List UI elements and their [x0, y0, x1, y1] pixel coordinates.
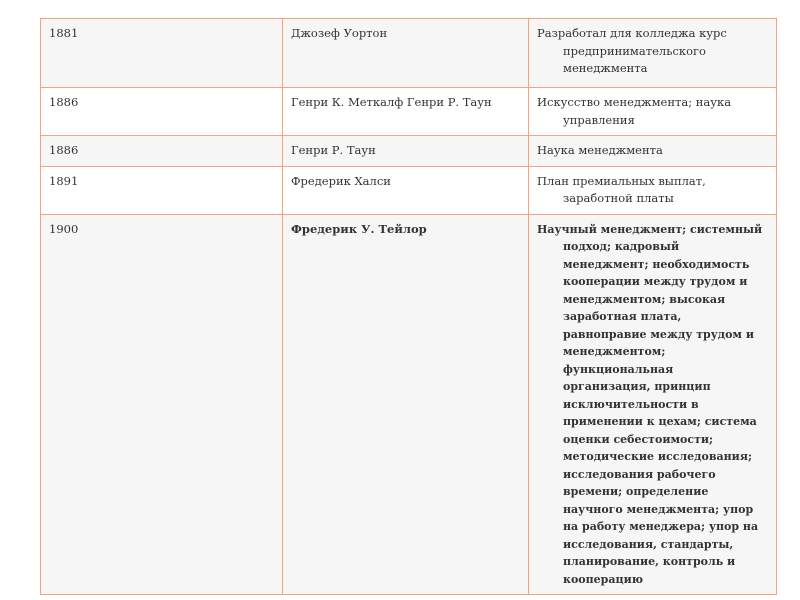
- contribution-line: времени; определение: [563, 485, 709, 498]
- person-cell: Фредерик У. Тейлор: [283, 214, 529, 595]
- contribution-line: применении к цехам; система: [563, 415, 757, 428]
- table-row: [41, 136, 777, 167]
- contribution-cell: [529, 214, 777, 595]
- contribution-line: исключительности в: [563, 397, 699, 411]
- table-row: [41, 166, 777, 214]
- contribution-line: менеджментом; высокая: [563, 292, 726, 306]
- table-row: [41, 88, 777, 136]
- year-cell: 1891: [41, 166, 283, 214]
- contribution-line: менеджмента: [563, 61, 648, 75]
- person-cell: Генри Р. Таун: [283, 136, 529, 167]
- year-cell: 1886: [41, 136, 283, 167]
- contribution-line: оценки себестоимости;: [563, 432, 714, 446]
- contribution-line: функциональная: [563, 362, 674, 376]
- contribution-line: кооперации между трудом и: [563, 275, 748, 288]
- contribution-line: Искусство менеджмента; наука: [537, 95, 732, 109]
- contribution-line: предпринимательского: [563, 43, 706, 58]
- contribution-line: организация, принцип: [563, 380, 711, 393]
- contribution-line: Наука менеджмента: [537, 143, 663, 157]
- table-row: [41, 19, 777, 88]
- contribution-line: Разработал для колледжа курс: [537, 26, 727, 40]
- contribution-cell: [529, 19, 777, 88]
- contribution-line: управления: [563, 112, 635, 127]
- contribution-cell: [529, 88, 777, 136]
- person-cell: Генри К. Меткалф Генри Р. Таун: [283, 88, 529, 136]
- management-history-table: [40, 18, 777, 595]
- contribution-line: заработная плата,: [563, 310, 682, 323]
- year-cell: 1900: [41, 214, 283, 595]
- year-cell: 1881: [41, 19, 283, 88]
- table-row: [41, 214, 777, 595]
- contribution-line: менеджмент; необходимость: [563, 257, 750, 271]
- contribution-cell: [529, 166, 777, 214]
- contribution-line: планирование, контроль и: [563, 555, 736, 568]
- contribution-line: подход; кадровый: [563, 240, 680, 253]
- contribution-cell: [529, 136, 777, 167]
- contribution-line: исследования, стандарты,: [563, 537, 734, 551]
- contribution-line: исследования рабочего: [563, 467, 716, 481]
- contribution-line: на работу менеджера; упор на: [563, 520, 759, 533]
- contribution-line: методические исследования;: [563, 450, 753, 463]
- person-cell: Фредерик Халси: [283, 166, 529, 214]
- contribution-line: Научный менеджмент; системный: [537, 222, 763, 236]
- contribution-line: научного менеджмента; упор: [563, 502, 754, 516]
- year-cell: 1886: [41, 88, 283, 136]
- contribution-line: кооперацию: [563, 572, 644, 586]
- person-cell: Джозеф Уортон: [283, 19, 529, 88]
- contribution-line: менеджментом;: [563, 345, 666, 358]
- contribution-line: равноправие между трудом и: [563, 327, 754, 341]
- contribution-line: План премиальных выплат,: [537, 173, 706, 188]
- contribution-line: заработной платы: [563, 191, 674, 205]
